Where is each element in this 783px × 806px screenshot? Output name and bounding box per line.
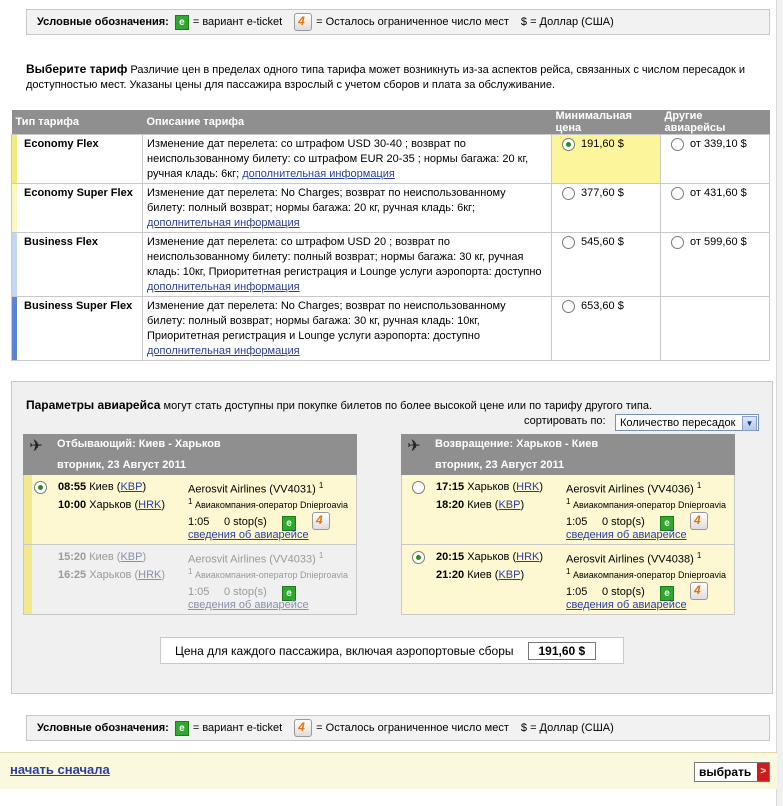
- dep-city: Киев: [89, 481, 114, 493]
- fare-row: [12, 135, 770, 184]
- col-header-description: Описание тарифа: [143, 110, 552, 135]
- legend-eticket-text: = вариант e-ticket: [192, 16, 283, 28]
- return-header: [401, 434, 735, 475]
- arr-city: Киев: [467, 499, 492, 511]
- dep-airport-link[interactable]: HRK: [516, 481, 540, 493]
- footnote-mark: 1: [188, 567, 193, 576]
- fare-intro-title: Выберите тариф: [26, 62, 128, 76]
- fare-row: [12, 233, 770, 297]
- airline: Aerosvit Airlines (VV4038): [566, 553, 694, 566]
- fare-other-radio[interactable]: [671, 236, 684, 249]
- dep-airport-link[interactable]: KBP: [120, 481, 143, 493]
- choose-button-label: выбрать: [699, 765, 752, 779]
- more-info-link[interactable]: дополнительная информация: [147, 345, 300, 357]
- fare-intro-text: Различие цен в пределах одного типа тарифа может возникнуть из-за аспектов рейса, связанных с числом пересадок и доступностью мест. Указаны цены для пассажира взрослый с учетом сборов и плата за обслуживание.: [26, 64, 746, 91]
- operator: Авиакомпания-оператор Dnieproavia: [194, 570, 349, 580]
- eticket-icon: e: [175, 15, 189, 30]
- eticket-icon: e: [282, 586, 296, 601]
- return-flights: [401, 434, 735, 615]
- flight-info-link[interactable]: сведения об авиарейсе: [566, 599, 687, 611]
- fare-name: Economy Flex: [24, 138, 99, 150]
- legend-limited-text: = Осталось ограниченное число мест: [316, 722, 509, 734]
- selection-strip: [24, 545, 32, 614]
- arr-time: 10:00: [58, 499, 87, 511]
- fare-color-bar: [12, 184, 17, 232]
- col-header-fare-type: Тип тарифа: [12, 110, 143, 135]
- total-price-value: 191,60 $: [528, 642, 597, 660]
- duration: 1:05: [566, 586, 588, 598]
- legend-label: Условные обозначения:: [37, 722, 169, 734]
- limited-seats-icon: [294, 13, 312, 31]
- footnote-mark: 1: [566, 567, 571, 576]
- fare-color-bar: [12, 135, 17, 183]
- limited-seats-icon: [294, 719, 312, 737]
- legend-label: Условные обозначения:: [37, 16, 169, 28]
- arr-city: Киев: [467, 569, 492, 581]
- arr-time: 18:20: [436, 499, 465, 511]
- return-date: вторник, 23 Август 2011: [435, 459, 565, 471]
- outbound-flights: [23, 434, 357, 615]
- fare-min-price: 377,60 $: [581, 187, 624, 199]
- fare-name: Business Super Flex: [24, 300, 133, 312]
- dep-city: Харьков: [467, 551, 510, 563]
- dep-time: 08:55: [58, 481, 87, 493]
- fare-description: Изменение дат перелета: No Charges; возврат по неиспользованному билету: полный возврат; нормы багажа: 30 кг, ручная кладь: 10кг, Приоритетная регистрация и Lounge услуги аэропорта: доступно: [147, 300, 506, 342]
- currency-symbol: $: [520, 16, 527, 28]
- airline: Aerosvit Airlines (VV4033): [188, 553, 316, 566]
- fare-color-bar: [12, 233, 17, 296]
- footnote-mark: 1: [566, 497, 571, 506]
- operator: Авиакомпания-оператор Dnieproavia: [194, 500, 349, 510]
- arr-time: 16:25: [58, 569, 87, 581]
- eticket-icon: e: [660, 586, 674, 601]
- eticket-icon: e: [660, 516, 674, 531]
- fare-name: Economy Super Flex: [24, 187, 133, 199]
- limited-seats-icon: [690, 512, 708, 530]
- fare-table: [11, 110, 770, 361]
- flight-info-link[interactable]: сведения об авиарейсе: [188, 599, 309, 611]
- footnote-mark: 1: [188, 497, 193, 506]
- flight-option[interactable]: 08:55 Киев (KBP) 10:00 Харьков (HRK) Aerosvit Airlines (VV4031) $^1$ $^1$ Авиакомпания-оператор Dnieproavia 1:05 0 stop(s) e 4 сведения об авиарейсе: [23, 475, 357, 545]
- more-info-link[interactable]: дополнительная информация: [147, 281, 300, 293]
- dep-city: Харьков: [467, 481, 510, 493]
- legend-eticket-text: = вариант e-ticket: [192, 722, 283, 734]
- fare-other-price: от 339,10 $: [690, 138, 747, 150]
- flight-radio[interactable]: [34, 481, 47, 494]
- total-price-label: Цена для каждого пассажира, включая аэропортовые сборы: [175, 643, 514, 658]
- fare-row: [12, 184, 770, 233]
- flight-radio[interactable]: [412, 551, 425, 564]
- params-text: могут стать доступны при покупке билетов по более высокой цене или по тарифу другого типа.: [163, 400, 653, 412]
- flight-option[interactable]: 15:20 Киев (KBP) 16:25 Харьков (HRK) Aerosvit Airlines (VV4033) $^1$ $^1$ Авиакомпания-оператор Dnieproavia 1:05 0 stop(s) e сведения об авиарейсе: [23, 545, 357, 615]
- outbound-header: [23, 434, 357, 475]
- outbound-title: Отбывающий: Киев - Харьков: [57, 438, 221, 450]
- fare-description: Изменение дат перелета: со штрафом USD 20 ; возврат по неиспользованному билету: полный возврат; нормы багажа: 30 кг, ручная кладь: 10кг, Приоритетная регистрация и Lounge услуги аэропорта: доступно: [147, 236, 542, 278]
- limited-seats-icon: [312, 512, 330, 530]
- sort-label: сортировать по:: [524, 415, 606, 427]
- sort-select-value: Количество пересадок: [620, 417, 736, 429]
- return-title: Возвращение: Харьков - Киев: [435, 438, 599, 450]
- dep-time: 15:20: [58, 551, 87, 563]
- restart-link[interactable]: начать сначала: [10, 762, 110, 777]
- flight-info-link[interactable]: сведения об авиарейсе: [566, 529, 687, 541]
- airline: Aerosvit Airlines (VV4036): [566, 483, 694, 496]
- duration: 1:05: [188, 586, 210, 598]
- fare-description: Изменение дат перелета: No Charges; возврат по неиспользованному билету: полный возврат; нормы багажа: 20 кг, ручная кладь: 6кг;: [147, 187, 506, 214]
- operator: Авиакомпания-оператор Dnieproavia: [572, 500, 727, 510]
- eticket-icon: e: [282, 516, 296, 531]
- flight-option[interactable]: 20:15 Харьков (HRK) 21:20 Киев (KBP) Aerosvit Airlines (VV4038) $^1$ $^1$ Авиакомпания-оператор Dnieproavia 1:05 0 stop(s) e 4 сведения об авиарейсе: [401, 545, 735, 615]
- chevron-down-icon[interactable]: ▼: [742, 416, 757, 431]
- window-scrollbar[interactable]: [776, 0, 783, 806]
- fare-name: Business Flex: [24, 236, 98, 248]
- flight-params-panel: [11, 381, 773, 694]
- arr-time: 21:20: [436, 569, 465, 581]
- stops: 0 stop(s): [602, 586, 645, 598]
- stops: 0 stop(s): [224, 586, 267, 598]
- plane-icon: ✈: [29, 438, 43, 455]
- outbound-date: вторник, 23 Август 2011: [57, 459, 187, 471]
- params-heading: [26, 398, 652, 412]
- fare-row: [12, 297, 770, 361]
- eticket-icon: e: [175, 721, 189, 736]
- legend-top: [26, 9, 770, 35]
- fare-other-price: от 431,60 $: [690, 187, 747, 199]
- choose-button[interactable]: [694, 762, 770, 782]
- dep-city: Киев: [89, 551, 114, 563]
- dep-airport-link[interactable]: KBP: [120, 551, 143, 563]
- more-info-link[interactable]: дополнительная информация: [242, 168, 395, 180]
- fare-other-radio[interactable]: [671, 187, 684, 200]
- arr-airport-link[interactable]: KBP: [498, 569, 521, 581]
- arrow-right-icon: >: [757, 763, 769, 781]
- flight-radio[interactable]: [412, 481, 425, 494]
- total-price-box: [160, 637, 624, 664]
- legend-limited-text: = Осталось ограниченное число мест: [316, 16, 509, 28]
- footnote-mark: 1: [318, 551, 324, 560]
- fare-min-price-radio[interactable]: [562, 187, 575, 200]
- arr-city: Харьков: [89, 569, 132, 581]
- legend-currency-text: = Доллар (США): [530, 722, 614, 734]
- selection-strip: [24, 475, 32, 544]
- duration: 1:05: [188, 516, 210, 528]
- footnote-mark: 1: [696, 481, 702, 490]
- fare-other-radio[interactable]: [671, 138, 684, 151]
- airline: Aerosvit Airlines (VV4031): [188, 483, 316, 496]
- operator: Авиакомпания-оператор Dnieproavia: [572, 570, 727, 580]
- footer-bar: [0, 752, 777, 789]
- fare-description: Изменение дат перелета: со штрафом USD 30-40 ; возврат по неиспользованному билету: со штрафом EUR 20-35 ; нормы багажа: 20 кг, ручная кладь: 6кг;: [147, 138, 529, 180]
- fare-min-price-radio[interactable]: [562, 236, 575, 249]
- fare-min-price: 191,60 $: [581, 138, 624, 150]
- col-header-min-price: Минимальная цена: [552, 110, 661, 135]
- params-title: Параметры авиарейса: [26, 398, 161, 412]
- legend-bottom: [26, 715, 770, 741]
- duration: 1:05: [566, 516, 588, 528]
- dep-time: 20:15: [436, 551, 465, 563]
- fare-min-price: 545,60 $: [581, 236, 624, 248]
- stops: 0 stop(s): [224, 516, 267, 528]
- stops: 0 stop(s): [602, 516, 645, 528]
- dep-airport-link[interactable]: HRK: [516, 551, 540, 563]
- more-info-link[interactable]: дополнительная информация: [147, 217, 300, 229]
- col-header-other-flights: Другие авиарейсы: [661, 110, 770, 135]
- fare-min-price-radio[interactable]: [562, 138, 575, 151]
- fare-min-price: 653,60 $: [581, 300, 624, 312]
- flight-option[interactable]: 17:15 Харьков (HRK) 18:20 Киев (KBP) Aerosvit Airlines (VV4036) $^1$ $^1$ Авиакомпания-оператор Dnieproavia 1:05 0 stop(s) e 4 сведения об авиарейсе: [401, 475, 735, 545]
- arr-city: Харьков: [89, 499, 132, 511]
- fare-intro: [26, 62, 766, 93]
- currency-symbol: $: [520, 722, 527, 734]
- flight-info-link[interactable]: сведения об авиарейсе: [188, 529, 309, 541]
- fare-color-bar: [12, 297, 17, 360]
- footnote-mark: 1: [318, 481, 324, 490]
- plane-icon: ✈: [407, 438, 421, 455]
- footnote-mark: 1: [696, 551, 702, 560]
- sort-select[interactable]: [615, 414, 759, 431]
- legend-currency-text: = Доллар (США): [530, 16, 614, 28]
- arr-airport-link[interactable]: KBP: [498, 499, 521, 511]
- arr-airport-link[interactable]: HRK: [138, 499, 162, 511]
- fare-other-price: от 599,60 $: [690, 236, 747, 248]
- limited-seats-icon: [690, 582, 708, 600]
- fare-min-price-radio[interactable]: [562, 300, 575, 313]
- dep-time: 17:15: [436, 481, 465, 493]
- arr-airport-link[interactable]: HRK: [138, 569, 162, 581]
